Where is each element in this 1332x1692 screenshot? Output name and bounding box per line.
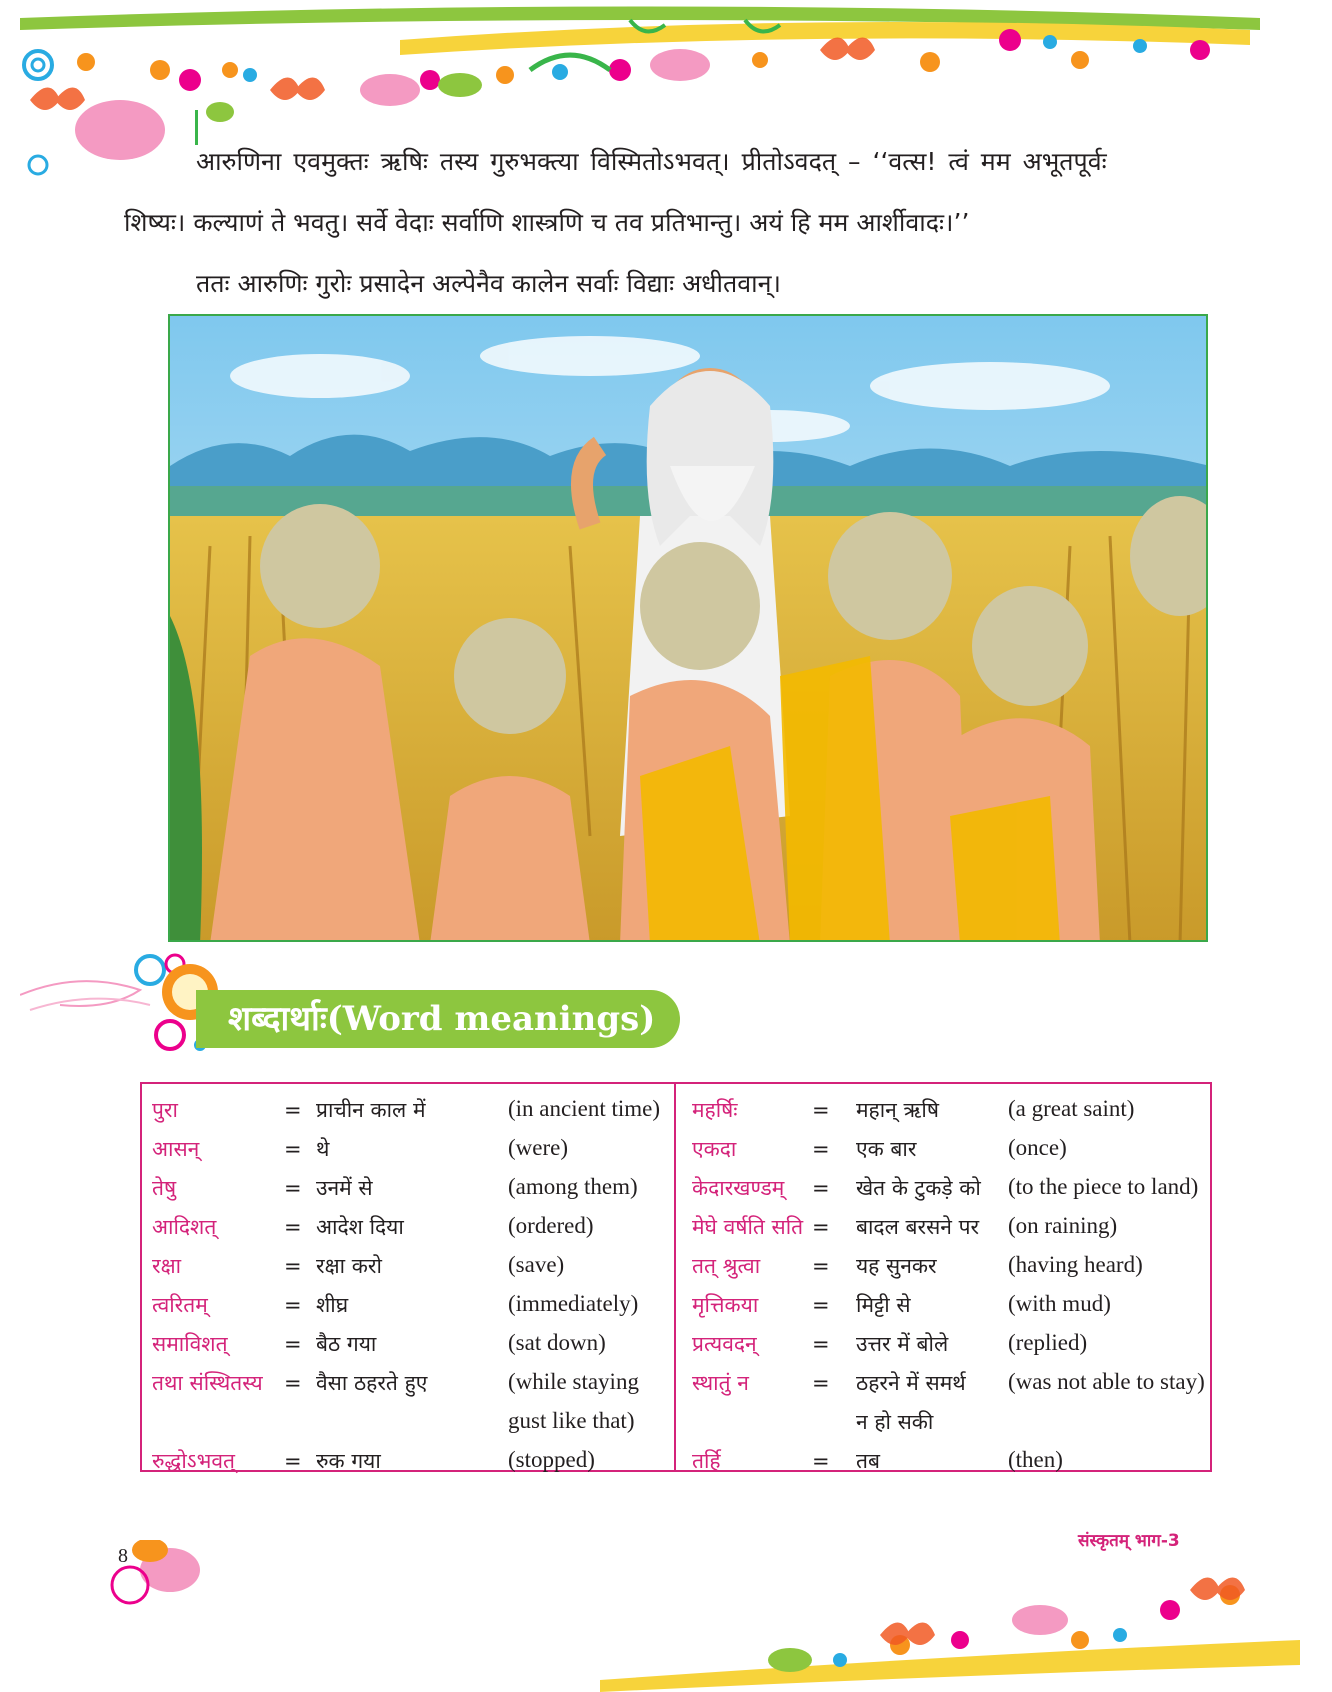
- passage-line-3: ततः आरुणिः गुरोः प्रसादेन अल्पेनैव कालेन सर्वाः विद्याः अधीतवान्।: [196, 269, 782, 298]
- story-illustration: [168, 314, 1208, 942]
- vocab-english-meaning: (in ancient time): [508, 1096, 660, 1121]
- vocab-hindi-meaning: महान् ऋषि: [856, 1098, 939, 1122]
- vocab-word: तत् श्रुत्वा: [692, 1254, 761, 1278]
- vocab-equals: =: [812, 1254, 830, 1278]
- vocab-hindi-meaning: तब: [856, 1449, 880, 1473]
- vocab-word: एकदा: [692, 1137, 737, 1161]
- vocab-hindi-meaning: यह सुनकर: [856, 1254, 937, 1278]
- vocab-equals: =: [284, 1371, 302, 1395]
- vocab-english-meaning: (while staying: [508, 1369, 639, 1394]
- vocab-word: मृत्तिकया: [692, 1293, 759, 1317]
- vocab-equals: =: [812, 1215, 830, 1239]
- vocab-english-meaning: (once): [1008, 1135, 1067, 1160]
- vocab-equals: =: [812, 1176, 830, 1200]
- vocab-word: रुद्धोऽभवत्: [152, 1449, 235, 1473]
- vocab-equals: =: [812, 1098, 830, 1122]
- vocab-english-meaning-cont: gust like that): [508, 1408, 635, 1433]
- vocab-equals: =: [284, 1449, 302, 1473]
- vocab-hindi-meaning: शीघ्र: [316, 1293, 349, 1317]
- vocab-word: महर्षिः: [692, 1098, 738, 1122]
- vocab-english-meaning: (then): [1008, 1447, 1063, 1472]
- vocab-word: त्वरितम्: [152, 1293, 208, 1317]
- vocab-english-meaning: (among them): [508, 1174, 638, 1199]
- vocab-word: तेषु: [152, 1176, 177, 1200]
- vocab-english-meaning: (sat down): [508, 1330, 606, 1355]
- vocab-equals: =: [284, 1215, 302, 1239]
- vocab-english-meaning: (were): [508, 1135, 569, 1160]
- vocab-hindi-meaning: आदेश दिया: [316, 1215, 404, 1239]
- book-title: संस्कृतम् भाग-3: [1078, 1531, 1180, 1551]
- vocab-hindi-meaning: उत्तर में बोले: [856, 1332, 949, 1356]
- vocab-word: समाविशत्: [152, 1332, 228, 1356]
- vocab-word: रक्षा: [152, 1254, 182, 1278]
- vocab-word: प्रत्यवदन्: [692, 1332, 757, 1356]
- vocab-word: आसन्: [152, 1137, 200, 1161]
- vocab-hindi-meaning: बैठ गया: [316, 1332, 377, 1356]
- vocab-english-meaning: (was not able to stay): [1008, 1369, 1205, 1394]
- vocab-hindi-meaning: प्राचीन काल में: [316, 1098, 426, 1122]
- vocab-equals: =: [284, 1098, 302, 1122]
- vocab-equals: =: [812, 1449, 830, 1473]
- vocab-hindi-meaning: बादल बरसने पर: [856, 1215, 980, 1239]
- bottom-floral-border: [0, 1540, 1332, 1692]
- page-number: 8: [118, 1545, 128, 1567]
- vocab-word: तर्हि: [692, 1449, 721, 1473]
- vocab-hindi-meaning: खेत के टुकड़े को: [856, 1176, 981, 1200]
- vocab-hindi-meaning: रक्षा करो: [316, 1254, 382, 1278]
- vocab-equals: =: [284, 1137, 302, 1161]
- vocab-equals: =: [284, 1254, 302, 1278]
- vocab-english-meaning: (ordered): [508, 1213, 594, 1238]
- table-column-divider: [674, 1082, 676, 1472]
- vocab-english-meaning: (with mud): [1008, 1291, 1111, 1316]
- vocab-english-meaning: (save): [508, 1252, 565, 1277]
- vocab-hindi-meaning: ठहरने में समर्थ: [856, 1371, 966, 1395]
- vocab-english-meaning: (to the piece to land): [1008, 1174, 1199, 1199]
- vocab-english-meaning: (immediately): [508, 1291, 639, 1316]
- vocab-hindi-meaning: वैसा ठहरते हुए: [316, 1371, 428, 1395]
- vocab-equals: =: [812, 1371, 830, 1395]
- vocab-equals: =: [812, 1293, 830, 1317]
- vocab-word: मेघे वर्षति सति: [692, 1215, 804, 1239]
- vocab-equals: =: [284, 1176, 302, 1200]
- vocab-equals: =: [812, 1137, 830, 1161]
- vocab-word: आदिशत्: [152, 1215, 217, 1239]
- passage-line-2: शिष्यः। कल्याणं ते भवतु। सर्वे वेदाः सर्वाणि शास्त्रणि च तव प्रतिभान्तु। अयं हि मम आर्शीवादः।’’: [124, 208, 970, 237]
- vocab-word: पुरा: [152, 1098, 178, 1122]
- vocab-english-meaning: (replied): [1008, 1330, 1088, 1355]
- vocab-equals: =: [812, 1332, 830, 1356]
- vocab-english-meaning: (a great saint): [1008, 1096, 1135, 1121]
- vocab-equals: =: [284, 1293, 302, 1317]
- vocab-word: केदारखण्डम्: [692, 1176, 785, 1200]
- vocab-word: तथा संस्थितस्य: [152, 1371, 263, 1395]
- vocab-word: स्थातुं न: [692, 1371, 749, 1395]
- vocab-english-meaning: (on raining): [1008, 1213, 1118, 1238]
- vocab-hindi-meaning-cont: न हो सकी: [856, 1410, 934, 1434]
- vocab-hindi-meaning: रुक गया: [316, 1449, 381, 1473]
- vocab-equals: =: [284, 1332, 302, 1356]
- passage-line-1: आरुणिना एवमुक्तः ऋषिः तस्य गुरुभक्त्या विस्मितोऽभवत्। प्रीतोऽवदत् – ‘‘वत्स! त्वं मम अभूतपूर्वः: [196, 147, 1107, 176]
- vocab-english-meaning: (stopped): [508, 1447, 595, 1472]
- sage-and-disciples-illustration: [170, 316, 1208, 942]
- vocab-hindi-meaning: एक बार: [856, 1137, 917, 1161]
- vocab-hindi-meaning: मिट्टी से: [856, 1293, 911, 1317]
- vocab-english-meaning: (having heard): [1008, 1252, 1143, 1277]
- vocab-hindi-meaning: उनमें से: [316, 1176, 373, 1200]
- section-heading: शब्दार्थाः(Word meanings): [228, 999, 656, 1039]
- vocab-hindi-meaning: थे: [316, 1137, 330, 1161]
